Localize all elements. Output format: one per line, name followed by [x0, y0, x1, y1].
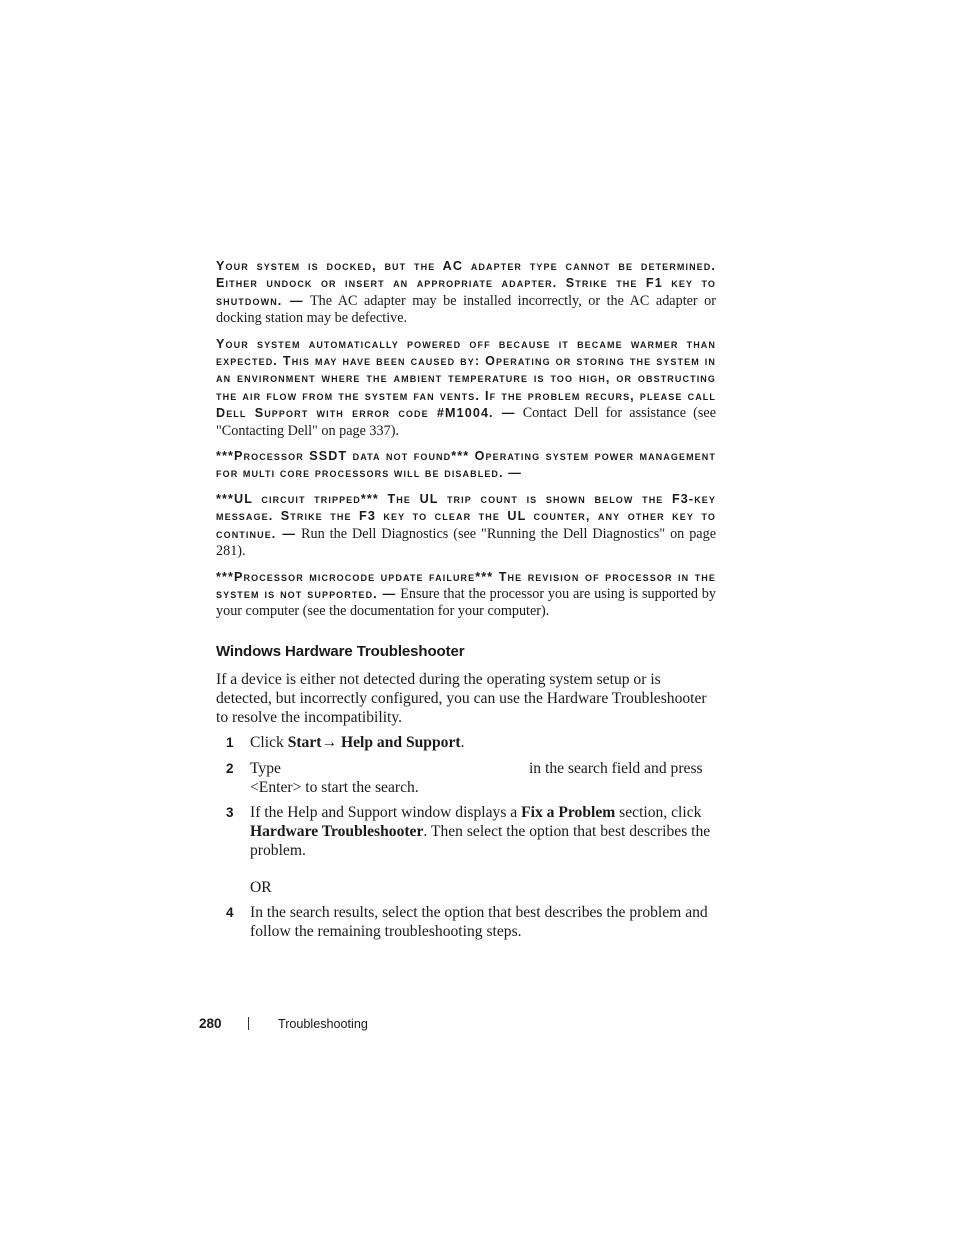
step-4	[216, 903, 716, 941]
message-lead: ***UL circuit tripped*** The UL trip count is shown below the F3-key message. Strike the F3 key to clear the UL counter, any other key to continue. —	[216, 491, 716, 541]
hardware-troubleshooter-label: Hardware Troubleshooter	[250, 823, 424, 841]
page-content	[216, 258, 716, 947]
message-entry	[216, 336, 716, 440]
step-number: 2	[226, 760, 234, 776]
message-lead: ***Processor microcode update failure*** The revision of processor in the system is not supported. —	[216, 569, 716, 601]
message-body: Ensure that the processor you are using is supported by your computer (see the documentation for your computer).	[216, 585, 716, 620]
message-entry	[216, 258, 716, 328]
message-lead: Your system automatically powered off because it became warmer than expected. This may have been caused by: Operating or storing the system in an environment where the ambient temperature is too high, or obstructing the air flow from the system fan vents. If the problem recurs, please call Dell Support with error code #M1004. —	[216, 336, 716, 421]
footer-section-title: Troubleshooting	[278, 1017, 368, 1031]
step-number: 1	[226, 735, 234, 751]
step-text: Type	[250, 759, 281, 777]
footer-divider	[248, 1017, 249, 1030]
step-text: . Then select the option that best describes the problem.	[250, 823, 711, 860]
message-entry	[216, 569, 716, 621]
step-number: 3	[226, 804, 234, 820]
page-number: 280	[199, 1016, 222, 1031]
message-body: Contact Dell for assistance (see "Contacting Dell" on page 337).	[216, 405, 716, 439]
steps-list	[216, 733, 716, 941]
message-lead: Your system is docked, but the AC adapter type cannot be determined. Either undock or insert an appropriate adapter. Strike the F1 key to shutdown. —	[216, 259, 716, 308]
step-text: in the search field and press <Enter> to start the search.	[250, 759, 703, 796]
step-1	[216, 733, 716, 752]
step-2	[216, 759, 716, 797]
fix-a-problem-label: Fix a Problem	[521, 803, 616, 821]
step-text: Click	[250, 734, 288, 752]
step-number: 4	[226, 904, 234, 920]
step-text: In the search results, select the option that best describes the problem and follow the remaining troubleshooting steps.	[250, 903, 708, 940]
step-text: section, click	[615, 803, 702, 821]
step-3	[216, 803, 716, 897]
help-support-label: Help and Support	[340, 734, 461, 752]
message-entry	[216, 491, 716, 561]
start-menu-label: Start	[287, 734, 322, 752]
intro-paragraph: If a device is either not detected during the operating system setup or is detected, but incorrectly configured, you can use the Hardware Troubleshooter to resolve the incompatibility.	[216, 670, 707, 727]
step-text: .	[460, 734, 465, 752]
or-separator: OR	[250, 878, 272, 896]
step-text: If the Help and Support window displays a	[250, 803, 522, 821]
arrow-glyph: →	[321, 734, 341, 752]
message-lead: ***Processor SSDT data not found*** Operating system power management for multi core processors will be disabled. —	[216, 449, 716, 481]
message-entry	[216, 448, 716, 483]
message-body: The AC adapter may be installed incorrectly, or the AC adapter or docking station may be defective.	[216, 292, 717, 327]
section-heading: Windows Hardware Troubleshooter	[216, 642, 465, 660]
message-body: Run the Dell Diagnostics (see "Running the Dell Diagnostics" on page 281).	[216, 525, 716, 560]
